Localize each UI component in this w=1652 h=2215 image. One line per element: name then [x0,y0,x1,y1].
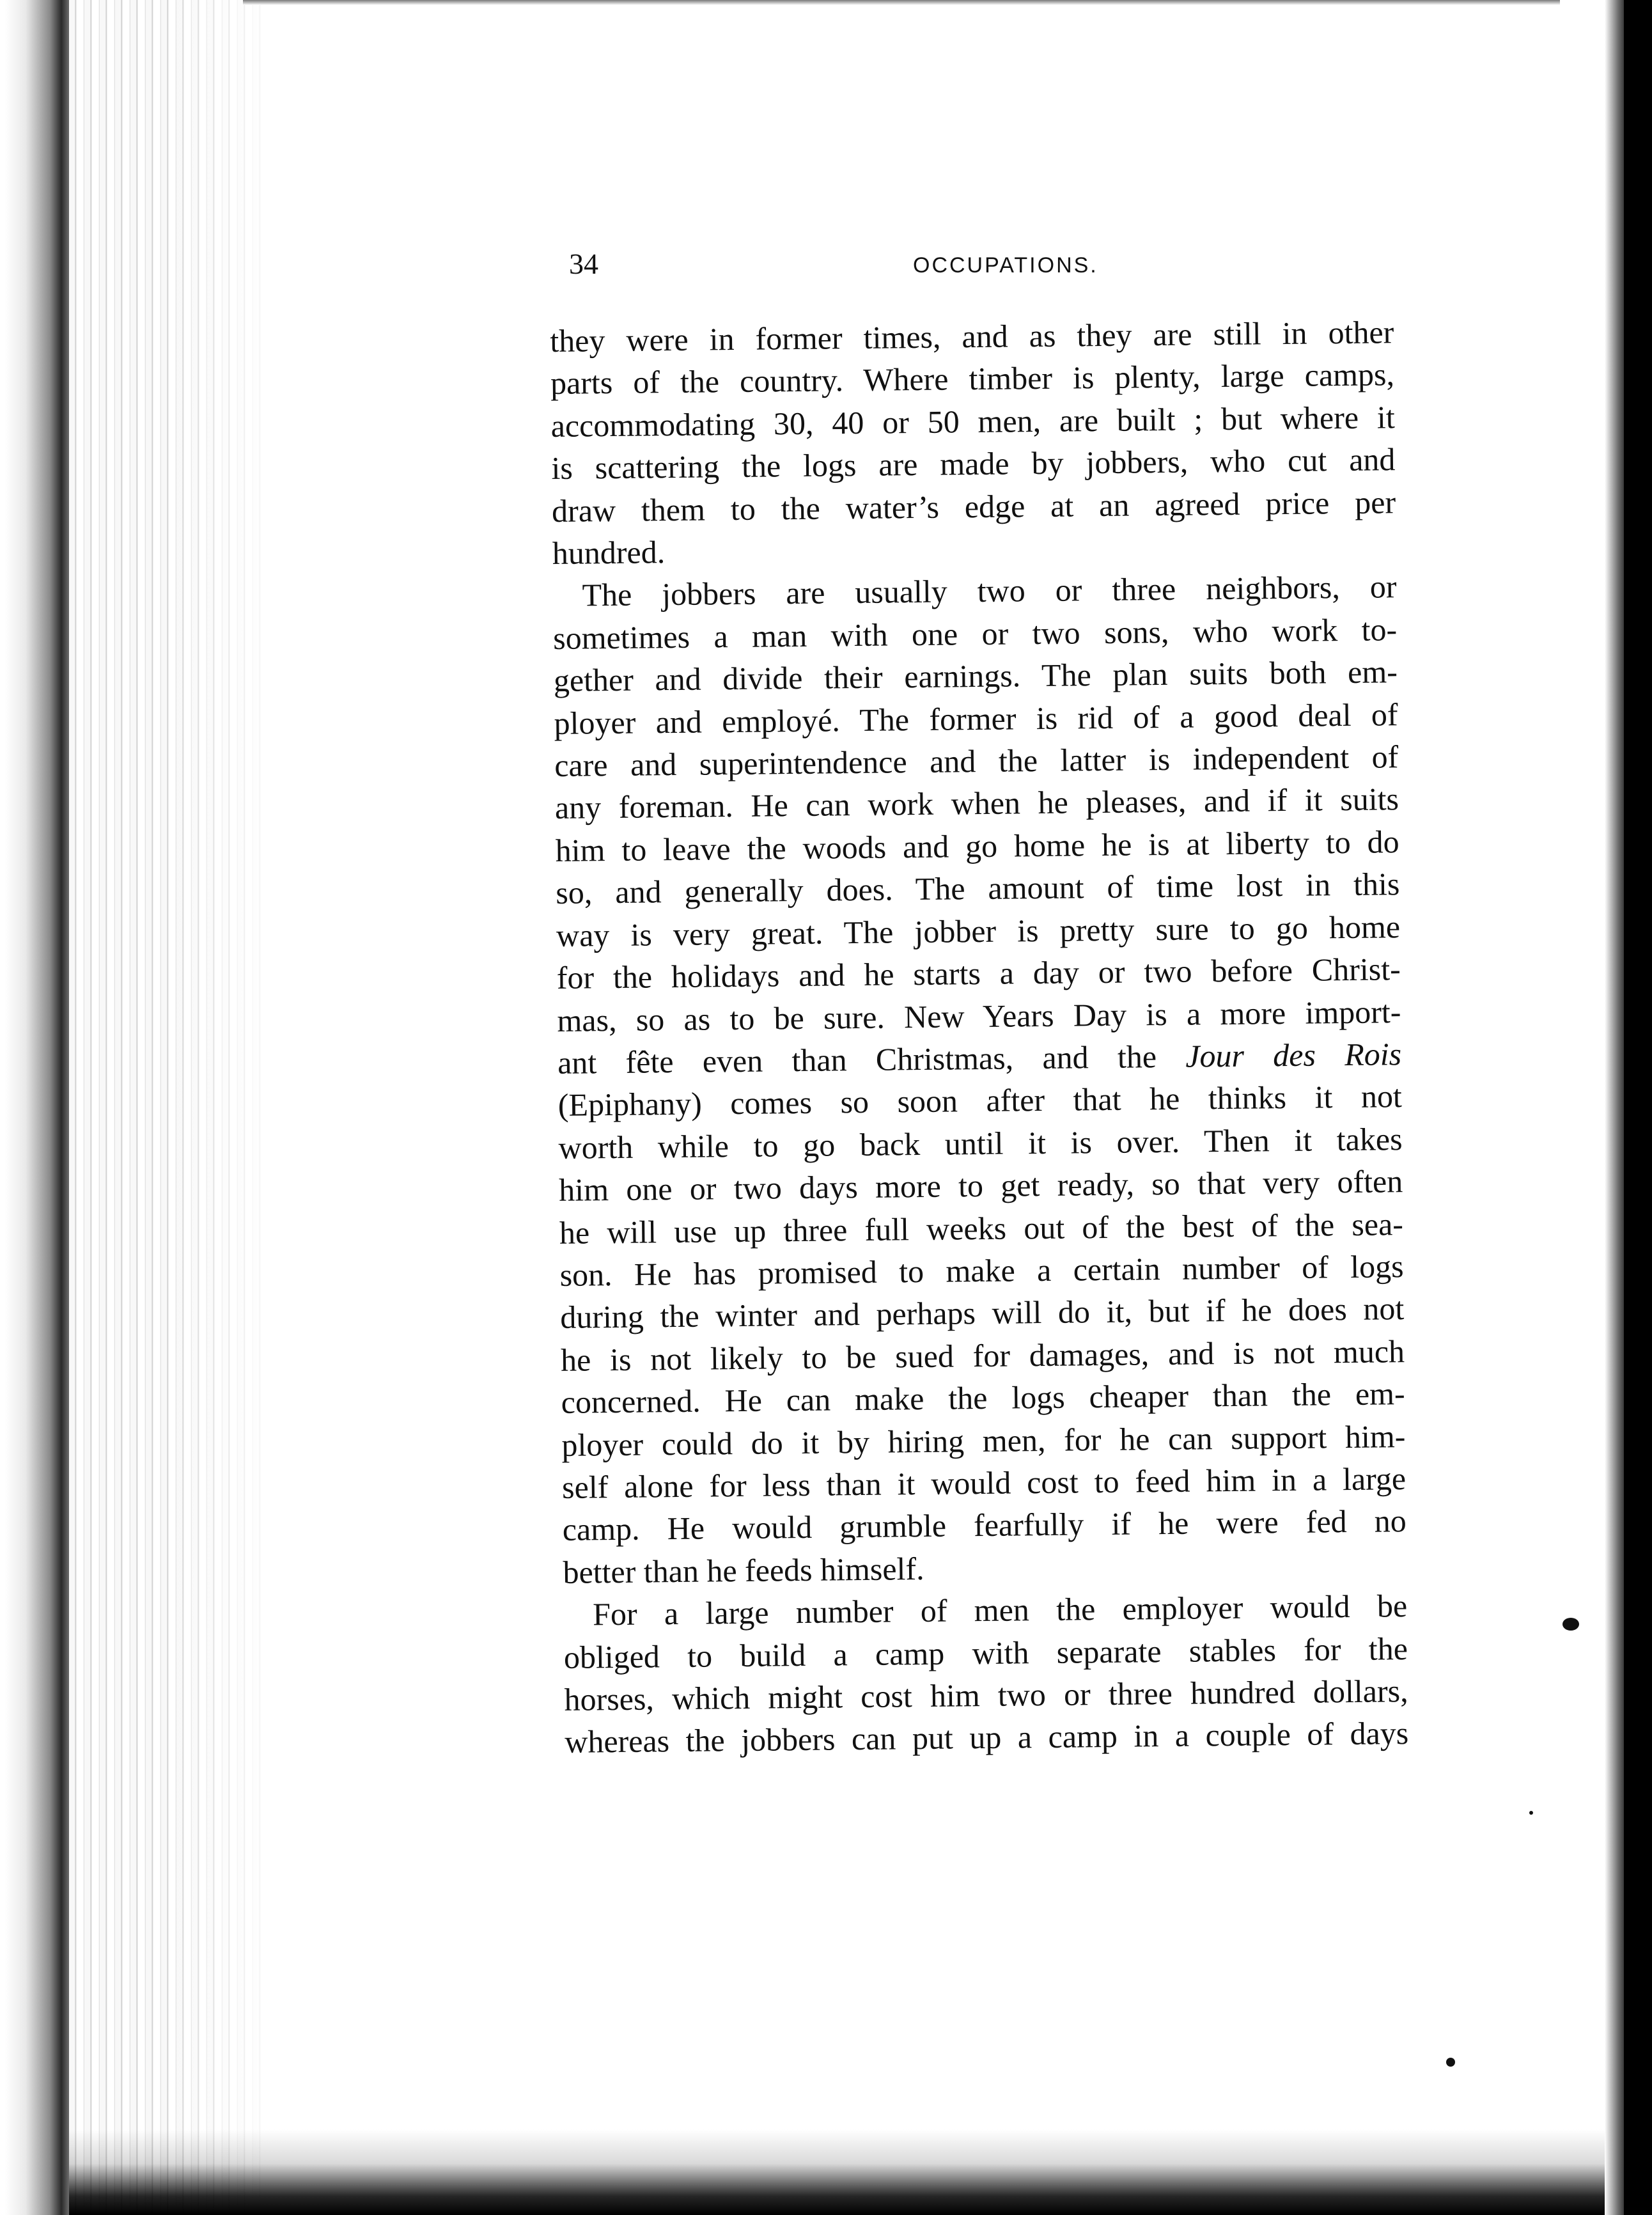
text-line: The jobbers are usually two or three neighbors, or [582,568,1397,613]
text-line: son. He has promised to make a certain number of logs [559,1248,1404,1293]
text-line: during the winter and perhaps will do it, but if he does not [560,1290,1405,1336]
text-line: they were in former times, and as they are still in other [550,314,1394,359]
text-fragment: ant fête even than Christmas, and the [557,1038,1157,1081]
text-line: ployer could do it by hiring men, for he can support him- [561,1418,1406,1463]
page-bottom-shadow [69,2129,1629,2215]
right-page-edge [1605,0,1624,2215]
text-line: him one or two days more to get ready, so that very often [558,1163,1403,1209]
text-line: he will use up three full weeks out of the best of the sea- [559,1205,1404,1251]
text-line: for the holidays and he starts a day or two before Christ- [556,951,1401,996]
text-line: gether and divide their earnings. The plan suits both em- [553,654,1398,699]
text-line: (Epiphany) comes so soon after that he thinks it not [557,1078,1403,1123]
text-line: care and superintendence and the latter is independent of [554,739,1399,784]
body-text [550,311,1409,1764]
text-line: parts of the country. Where timber is plenty, large camps, [550,356,1395,402]
running-title: OCCUPATIONS. [913,253,1098,278]
text-line: worth while to go back until it is over. Then it takes [558,1120,1403,1166]
book-spine-edge [0,0,69,2215]
text-line: him to leave the woods and go home he is at liberty to do [555,824,1399,868]
text-line: whereas the jobbers can put up a camp in a couple of days [565,1715,1409,1760]
text-line: For a large number of men the employer would be [592,1588,1408,1632]
text-line: horses, which might cost him two or three hundred dollars, [564,1673,1408,1718]
italic-phrase: Jour des Rois [1185,1036,1402,1074]
text-line: is scattering the logs are made by jobbers, who cut and [551,441,1396,487]
text-line: concerned. He can make the logs cheaper than the em- [561,1375,1405,1421]
text-line: mas, so as to be sure. New Years Day is a more import- [557,993,1401,1038]
text-line: camp. He would grumble fearfully if he were fed no [562,1503,1407,1548]
text-line: way is very great. The jobber is pretty sure to go home [556,908,1401,953]
text-line: any foreman. He can work when he pleases, and if it suits [554,781,1399,826]
scan-speck [1446,2058,1455,2067]
text-line: hundred. [552,534,666,572]
scan-speck [1529,1811,1533,1815]
right-scan-border [1624,0,1652,2215]
text-line: so, and generally does. The amount of time lost in this [556,866,1400,911]
text-line: sometimes a man with one or two sons, who work to- [552,611,1398,656]
text-line: better than he feeds himself. [563,1550,924,1590]
text-line: ployer and employé. The former is rid of a good deal of [554,696,1398,741]
page-number: 34 [569,247,598,280]
text-line: he is not likely to be sued for damages, and is not much [560,1333,1405,1378]
text-line: obliged to build a camp with separate stables for the [563,1630,1408,1675]
scan-speck [1562,1618,1579,1631]
page-top-edge [243,0,1560,5]
text-line: accommodating 30, 40 or 50 men, are built ; but where it [550,398,1395,444]
page-edge-fade [166,0,281,2215]
text-line: self alone for less than it would cost to feed him in a large [561,1460,1407,1505]
text-line: draw them to the water’s edge at an agreed price per [551,483,1396,529]
